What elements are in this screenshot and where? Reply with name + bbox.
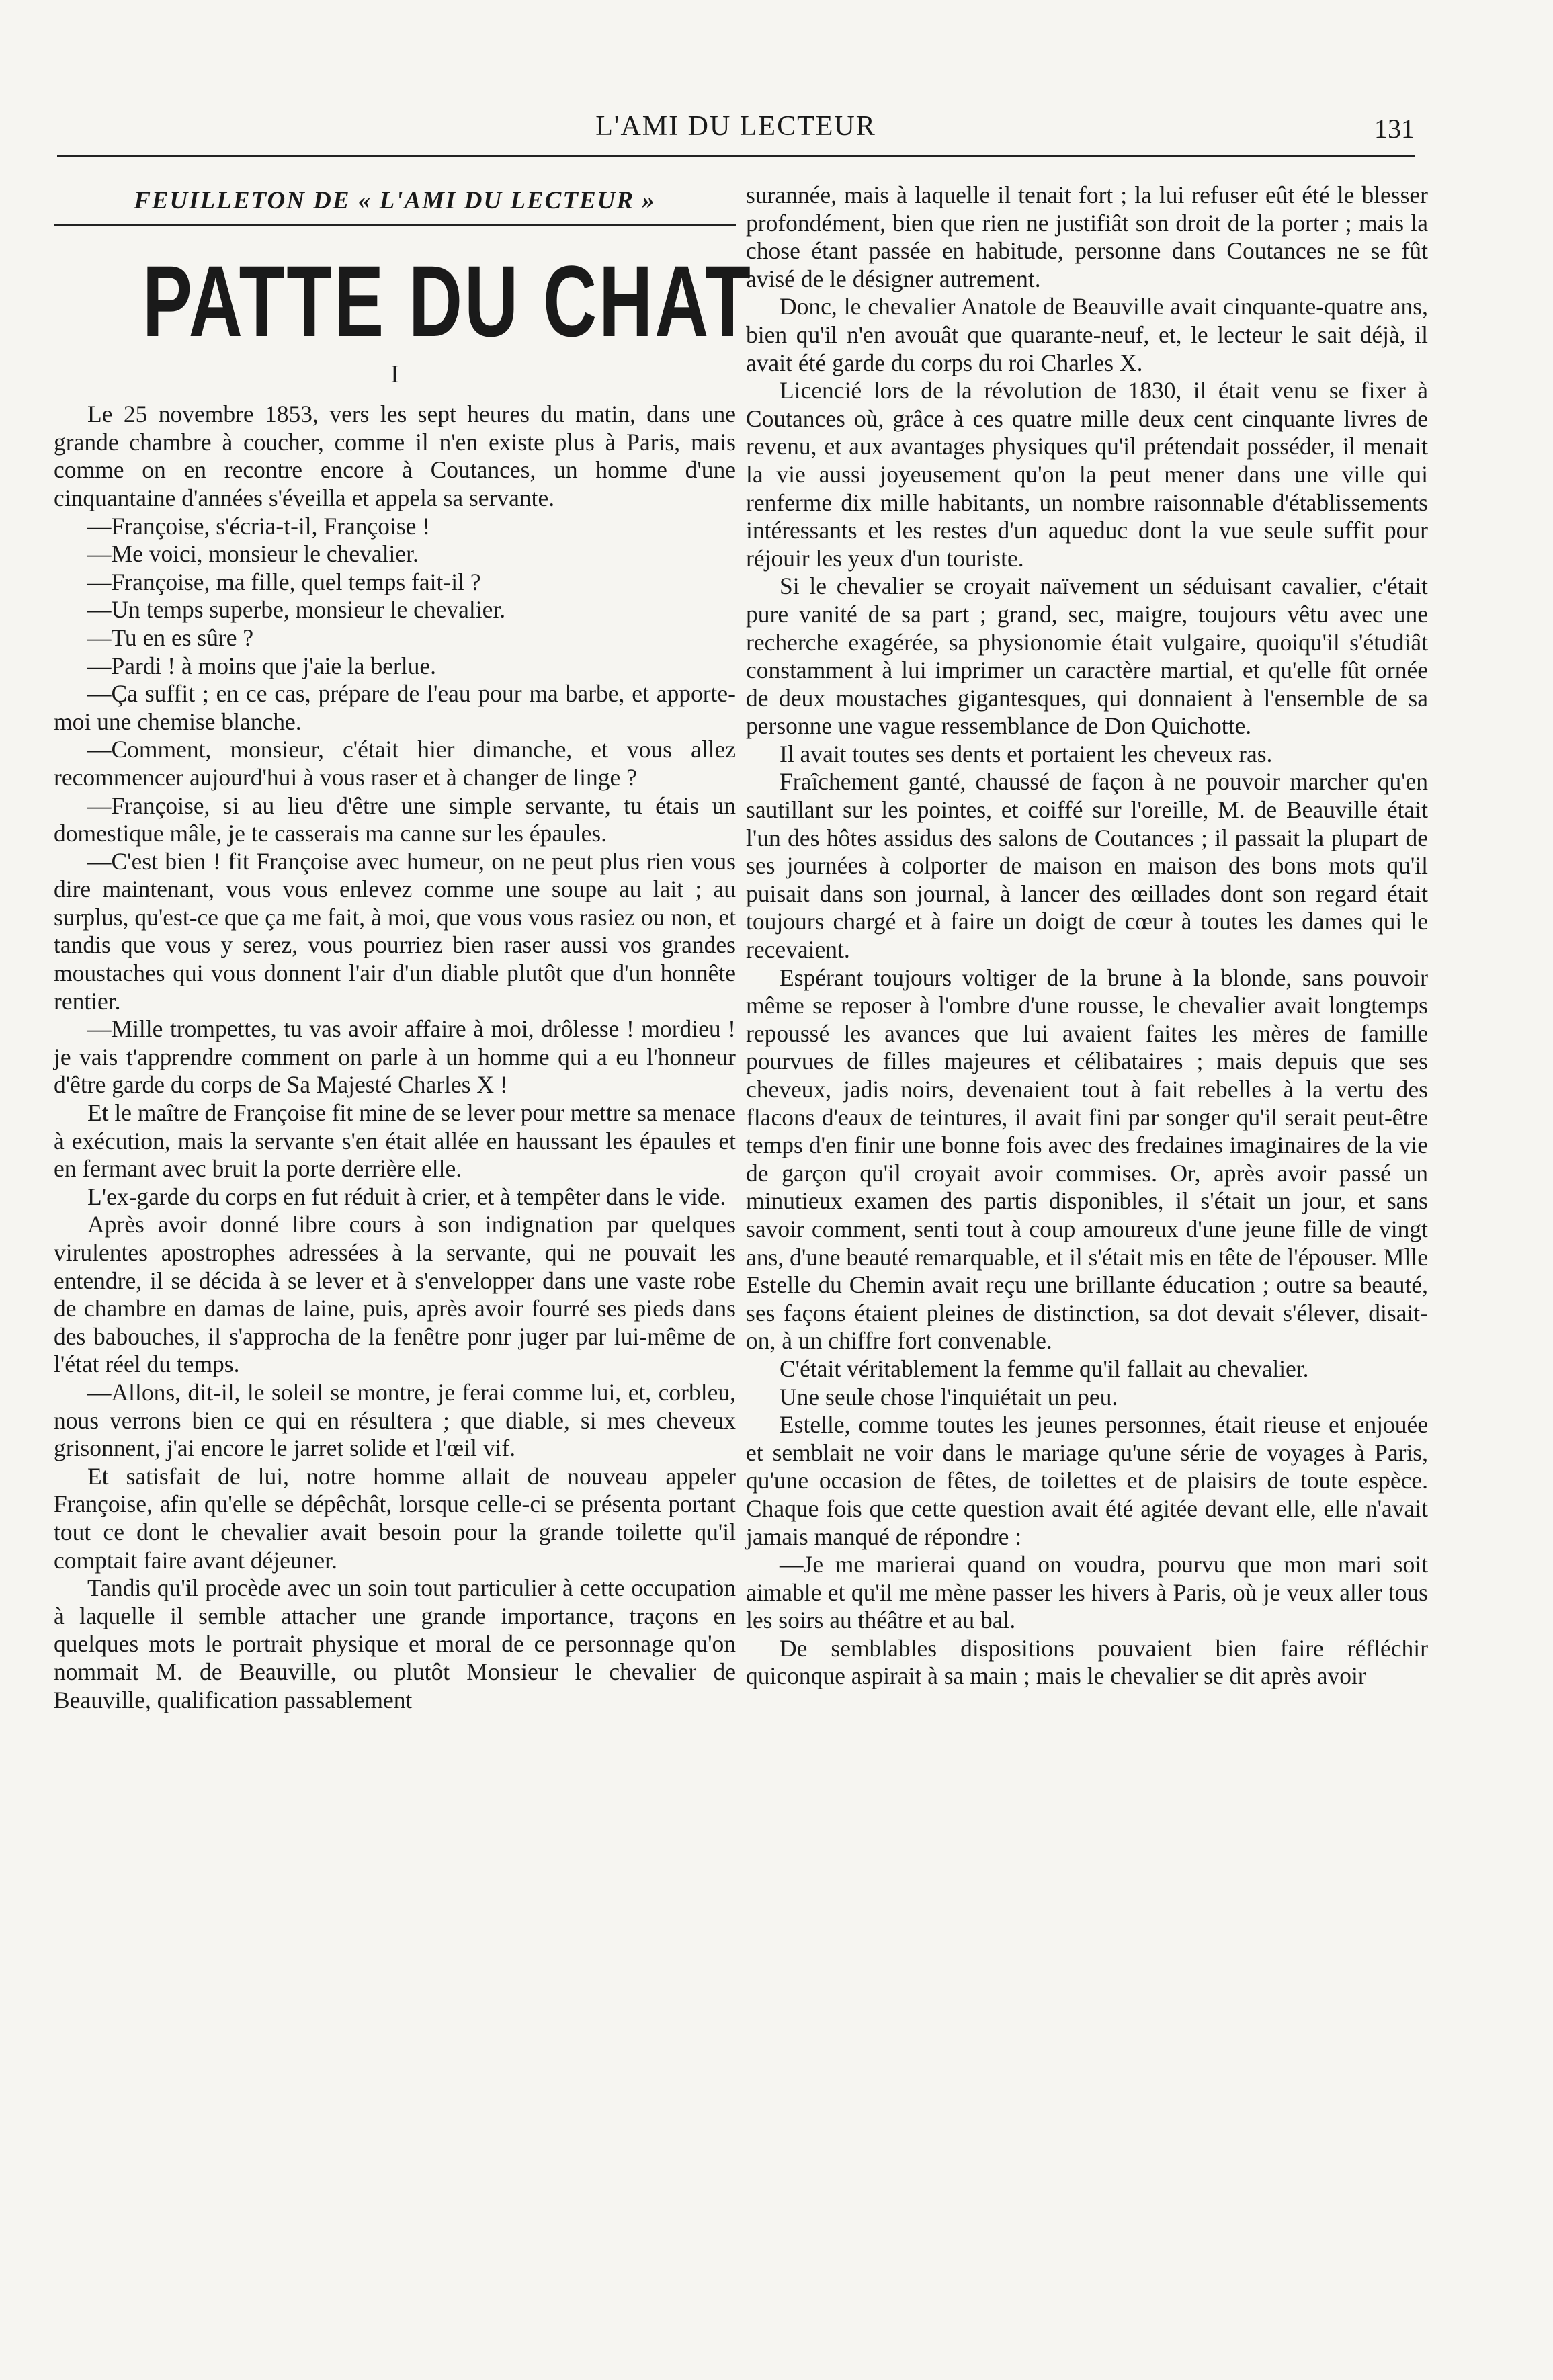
page-number: 131: [1374, 114, 1415, 144]
left-column: [54, 181, 753, 1714]
paragraph: —Je me marierai quand on voudra, pourvu que mon mari soit aimable et qu'il me mène passer les hivers à Paris, où je veux aller tous les soirs au théâtre et au bal.: [746, 1551, 1428, 1634]
paragraph: —Un temps superbe, monsieur le chevalier.: [87, 596, 506, 624]
running-head: [57, 99, 1415, 146]
paragraph: Fraîchement ganté, chaussé de façon à ne pouvoir marcher qu'en sautillant sur les pointes, et coiffé sur l'oreille, M. de Beauville était l'un des hôtes assidus des salons de Coutances ; il passait la plupart de ses journées à colporter de maison en maison des bons mots qu'il puisait dans son journal, à lancer des œillades dont son regard était toujours chargé et à faire un doigt de cœur à toutes les dames qui le recevaient.: [746, 768, 1428, 964]
paragraph: Le 25 novembre 1853, vers les sept heures du matin, dans une grande chambre à coucher, comme il n'en existe plus à Paris, mais comme on en recontre encore à Coutances, un homme d'une cinquantaine d'années s'éveilla et appela sa servante.: [54, 400, 736, 511]
paragraph: Donc, le chevalier Anatole de Beauville avait cinquante-quatre ans, bien qu'il n'en avouât que quarante-neuf, et, le lecteur le sait déjà, il avait été garde du corps du roi Charles X.: [746, 293, 1428, 376]
paragraph: —C'est bien ! fit Françoise avec humeur, on ne peut plus rien vous dire maintenant, vous vous enlevez comme une soupe au lait ; au surplus, qu'est-ce que ça me fait, à moi, que vous vous rasiez ou non, et tandis que vous y serez, vous pourriez bien raser aussi vos grandes moustaches qui vous donnent l'air d'un diable plutôt que d'un honnête rentier.: [54, 847, 736, 1015]
paragraph: C'était véritablement la femme qu'il fallait au chevalier.: [780, 1355, 1309, 1382]
feuilleton-label: FEUILLETON DE « L'AMI DU LECTEUR »: [134, 187, 656, 214]
paragraph: De semblables dispositions pouvaient bien faire réfléchir quiconque aspirait à sa main ; mais le chevalier se dit après avoir: [746, 1634, 1428, 1690]
paragraph: Et satisfait de lui, notre homme allait de nouveau appeler Françoise, afin qu'elle se dépêchât, lorsque celle-ci se présenta portant tout ce dont le chevalier avait besoin pour la grande toilette qu'il comptait faire avant déjeuner.: [54, 1462, 736, 1574]
paragraph: —Françoise, si au lieu d'être une simple servante, tu étais un domestique mâle, je te casserais ma canne sur les épaules.: [54, 792, 736, 847]
paragraph: —Françoise, s'écria-t-il, Françoise !: [87, 512, 431, 540]
paragraph: —Mille trompettes, tu vas avoir affaire à moi, drôlesse ! mordieu ! je vais t'apprendre comment on parle à un homme qui a eu l'honneur d'être garde du corps de Sa Majesté Charles X !: [54, 1015, 736, 1099]
paragraph: —Comment, monsieur, c'était hier dimanche, et vous allez recommencer aujourd'hui à vous raser et à changer de linge ?: [54, 736, 736, 791]
paragraph: surannée, mais à laquelle il tenait fort ; la lui refuser eût été le blesser profondément, bien que rien ne justifiât son droit de la porter ; mais la chose étant passée en habitude, personne dans Coutances ne se fût avisé de le désigner autrement.: [746, 181, 1428, 292]
story-title: PATTE DU CHAT: [142, 244, 753, 357]
paragraph: Et le maître de Françoise fit mine de se lever pour mettre sa menace à exécution, mais la servante s'en était allée en haussant les épaules et en fermant avec bruit la porte derrière elle.: [54, 1099, 737, 1183]
paragraph: —Tu en es sûre ?: [87, 624, 254, 651]
paragraph: —Françoise, ma fille, quel temps fait-il ?: [87, 568, 481, 595]
feuilleton-rule: [54, 224, 736, 226]
paragraph: —Pardi ! à moins que j'aie la berlue.: [87, 652, 437, 679]
right-column: [746, 181, 1428, 1691]
running-title: L'AMI DU LECTEUR: [595, 111, 876, 142]
paragraph: Si le chevalier se croyait naïvement un séduisant cavalier, c'était pure vanité de sa part ; grand, sec, maigre, toujours vêtu avec une recherche exagérée, sa physionomie était vulgaire, quoiqu'il s'étudiât constamment à lui imprimer un caractère martial, et qu'elle fût ornée de deux moustaches gigantesques, qui donnaient à l'ensemble de sa personne une vague ressemblance de Don Quichotte.: [746, 572, 1428, 740]
paragraph: Tandis qu'il procède avec un soin tout particulier à cette occupation à laquelle il semble attacher une grande importance, traçons en quelques mots le portrait physique et moral de ce personnage qu'on nommait M. de Beauville, ou plutôt Monsieur le chevalier de Beauville, qualification passablement: [54, 1574, 736, 1713]
paragraph: —Ça suffit ; en ce cas, prépare de l'eau pour ma barbe, et apporte-moi une chemise blanche.: [54, 680, 736, 735]
paragraph: Après avoir donné libre cours à son indignation par quelques virulentes apostrophes adressées à la servante, qui ne pouvait les entendre, il se décida à se lever et à s'envelopper dans une vaste robe de chambre en damas de laine, puis, après avoir fourré ses pieds dans des babouches, il s'approcha de la fenêtre ponr juger par lui-même de l'état réel du temps.: [54, 1211, 736, 1378]
chapter-number: I: [390, 359, 399, 388]
header-double-rule: [57, 155, 1415, 161]
paragraph: L'ex-garde du corps en fut réduit à crier, et à tempêter dans le vide.: [87, 1183, 726, 1210]
paragraph: Licencié lors de la révolution de 1830, il était venu se fixer à Coutances où, grâce à ces quatre mille deux cent cinquante livres de revenu, et aux avantages physiques qu'il prétendait posséder, il menait la vie aussi joyeusement qu'on la peut mener dans une ville qui renferme dix mille habitants, un nombre raisonnable d'établissements intéressants et les restes d'un aqueduc dont la vue seule suffit pour réjouir les yeux d'un touriste.: [746, 377, 1428, 572]
paragraph: Une seule chose l'inquiétait un peu.: [780, 1383, 1118, 1410]
paragraph: Espérant toujours voltiger de la brune à la blonde, sans pouvoir même se reposer à l'ombre d'une rousse, le chevalier avait longtemps repoussé les avances que lui avaient faites les mères de famille pourvues de filles majeures et célibataires ; mais depuis que ses cheveux, jadis noirs, devenaient tout à fait rebelles à la vertu des flacons d'eaux de teintures, il avait fini par songer qu'il serait peut-être temps d'en finir une bonne fois avec des fredaines imaginaires de la vie de garçon qu'il croyait avoir commises. Or, après avoir passé un minutieux examen des partis disponibles, il s'était un jour, et sans savoir comment, senti tout à coup amoureux d'une jeune fille de vingt ans, d'une beauté remarquable, et il s'était mis en tête de l'épouser. Mlle Estelle du Chemin avait reçu une brillante éducation ; outre sa beauté, ses façons étaient pleines de distinction, sa dot devait s'élever, disait-on, à un chiffre fort convenable.: [746, 964, 1428, 1355]
paragraph: —Allons, dit-il, le soleil se montre, je ferai comme lui, et, corbleu, nous verrons bien ce qui en résultera ; que diable, si mes cheveux grisonnent, j'ai encore le jarret solide et l'œil vif.: [54, 1378, 736, 1462]
paragraph: —Me voici, monsieur le chevalier.: [87, 540, 419, 568]
paragraph: Estelle, comme toutes les jeunes personnes, était rieuse et enjouée et semblait ne voir dans le mariage qu'une série de voyages à Paris, qu'une occasion de fêtes, de toilettes et de plaisirs de toute espèce. Chaque fois que cette question avait été agitée devant elle, elle n'avait jamais manqué de répondre :: [746, 1411, 1428, 1550]
paragraph: Il avait toutes ses dents et portaient les cheveux ras.: [780, 740, 1273, 767]
